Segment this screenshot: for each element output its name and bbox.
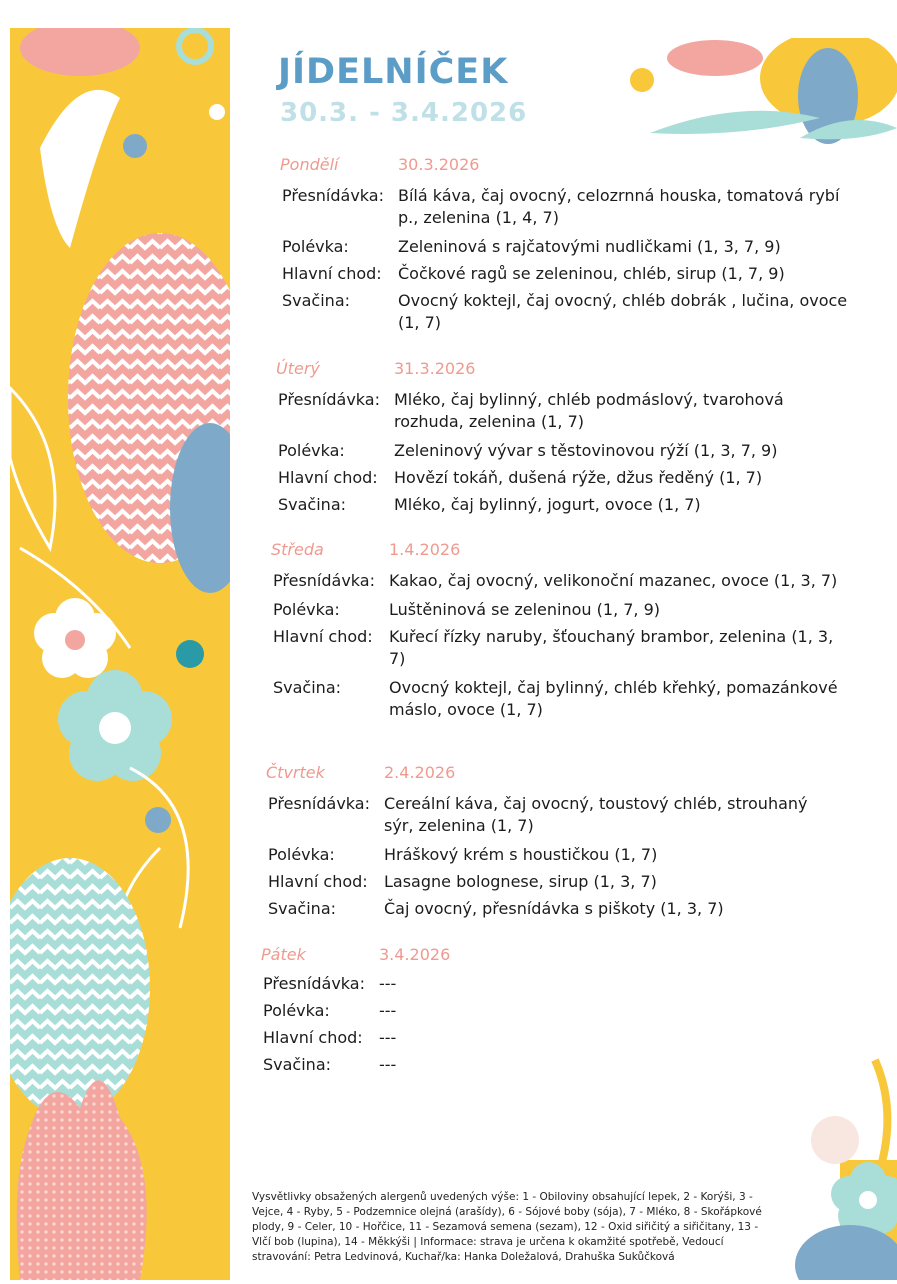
meal-text: Luštěninová se zeleninou (1, 7, 9) xyxy=(389,600,661,619)
meal-label: Přesnídávka: xyxy=(282,186,384,205)
meal-row xyxy=(276,494,866,516)
meal-text: Ovocný koktejl, čaj bylinný, chléb křehký, pomazánkové máslo, ovoce (1, 7) xyxy=(389,678,838,719)
day-section-friday xyxy=(261,945,851,1076)
meal-text: Zeleninový vývar s těstovinovou rýží (1, 3, 7, 9) xyxy=(394,441,778,460)
meal-text: --- xyxy=(379,1028,397,1047)
meal-label: Hlavní chod: xyxy=(268,872,368,891)
day-section-monday xyxy=(280,155,870,334)
meal-label: Přesnídávka: xyxy=(263,974,365,993)
meal-label: Hlavní chod: xyxy=(278,468,378,487)
day-section-tuesday xyxy=(276,359,866,516)
day-date: 1.4.2026 xyxy=(389,540,461,559)
easter-decoration-bottom-right xyxy=(780,1050,897,1280)
meal-label: Polévka: xyxy=(268,845,335,864)
meal-text: Zeleninová s rajčatovými nudličkami (1, 3, 7, 9) xyxy=(398,237,781,256)
meal-label: Svačina: xyxy=(282,291,351,310)
meal-row xyxy=(271,599,861,621)
meal-row xyxy=(276,389,866,433)
easter-decoration-strip xyxy=(10,28,230,1280)
meal-text: Lasagne bolognese, sirup (1, 3, 7) xyxy=(384,872,657,891)
meal-row xyxy=(280,236,870,258)
day-name: Pondělí xyxy=(280,155,339,174)
meal-row xyxy=(266,844,856,866)
day-date: 3.4.2026 xyxy=(379,945,451,964)
meal-text: Kakao, čaj ovocný, velikonoční mazanec, ovoce (1, 3, 7) xyxy=(389,571,838,590)
meal-label: Přesnídávka: xyxy=(278,390,380,409)
page-title: JÍDELNÍČEK xyxy=(278,52,509,92)
meal-label: Svačina: xyxy=(273,678,342,697)
meal-row xyxy=(261,973,851,995)
meal-text: --- xyxy=(379,1055,397,1074)
meal-text: Ovocný koktejl, čaj ovocný, chléb dobrák , lučina, ovoce (1, 7) xyxy=(398,291,848,332)
meal-text: Bílá káva, čaj ovocný, celozrnná houska, tomatová rybí p., zelenina (1, 4, 7) xyxy=(398,186,840,227)
meal-row xyxy=(266,793,856,837)
meal-label: Polévka: xyxy=(273,600,340,619)
meal-label: Svačina: xyxy=(268,899,337,918)
meal-row xyxy=(261,1027,851,1049)
meal-row xyxy=(261,1000,851,1022)
meal-row xyxy=(261,1054,851,1076)
easter-decoration-top-right xyxy=(620,38,897,148)
meal-row xyxy=(280,290,870,334)
meal-label: Hlavní chod: xyxy=(263,1028,363,1047)
meal-row xyxy=(271,626,861,670)
meal-row xyxy=(276,440,866,462)
meal-row xyxy=(266,898,856,920)
meal-text: --- xyxy=(379,974,397,993)
meal-row xyxy=(271,677,861,721)
meal-text: --- xyxy=(379,1001,397,1020)
meal-label: Přesnídávka: xyxy=(268,794,370,813)
day-name: Čtvrtek xyxy=(266,763,325,782)
day-section-wednesday xyxy=(271,540,861,721)
meal-text: Čočkové ragů se zeleninou, chléb, sirup (1, 7, 9) xyxy=(398,264,785,283)
meal-label: Svačina: xyxy=(278,495,347,514)
day-date: 31.3.2026 xyxy=(394,359,476,378)
meal-label: Hlavní chod: xyxy=(282,264,382,283)
day-name: Pátek xyxy=(261,945,306,964)
day-date: 30.3.2026 xyxy=(398,155,480,174)
meal-row xyxy=(271,570,861,592)
allergen-legend: Vysvětlivky obsažených alergenů uvedených výše: 1 - Obiloviny obsahující lepek, 2 - Korýši, 3 - Vejce, 4 - Ryby, 5 - Podzemnice olejná (arašídy), 6 - Sójové boby (sója), 7 - Mléko, 8 - Skořápkové plody, 9 - Celer, 10 - Hořčice, 11 - Sezamová semena (sezam), 12 - Oxid siřičitý a siřičitany, 13 - Vlčí bob (lupina), 14 - Měkkýši | Informace: strava je určena k okamžité spotřebě, Vedoucí stravování: Petra Ledvinová, Kuchař/ka: Hanka Doležalová, Drahuška Sukůčková xyxy=(252,1191,762,1263)
day-date: 2.4.2026 xyxy=(384,763,456,782)
meal-text: Hovězí tokáň, dušená rýže, džus ředěný (1, 7) xyxy=(394,468,763,487)
week-date-range: 30.3. - 3.4.2026 xyxy=(280,98,528,128)
meal-row xyxy=(280,263,870,285)
meal-text: Mléko, čaj bylinný, jogurt, ovoce (1, 7) xyxy=(394,495,701,514)
meal-row xyxy=(280,185,870,229)
day-name: Úterý xyxy=(276,359,320,378)
meal-label: Svačina: xyxy=(263,1055,332,1074)
meal-text: Cereální káva, čaj ovocný, toustový chléb, strouhaný sýr, zelenina (1, 7) xyxy=(384,794,808,835)
meal-label: Hlavní chod: xyxy=(273,627,373,646)
meal-label: Polévka: xyxy=(282,237,349,256)
day-name: Středa xyxy=(271,540,324,559)
meal-text: Čaj ovocný, přesnídávka s piškoty (1, 3, 7) xyxy=(384,899,724,918)
meal-label: Polévka: xyxy=(278,441,345,460)
meal-row xyxy=(266,871,856,893)
meal-text: Hráškový krém s houstičkou (1, 7) xyxy=(384,845,658,864)
meal-text: Mléko, čaj bylinný, chléb podmáslový, tvarohová rozhuda, zelenina (1, 7) xyxy=(394,390,784,431)
meal-label: Přesnídávka: xyxy=(273,571,375,590)
meal-label: Polévka: xyxy=(263,1001,330,1020)
day-section-thursday xyxy=(266,763,856,920)
meal-row xyxy=(276,467,866,489)
meal-text: Kuřecí řízky naruby, šťouchaný brambor, zelenina (1, 3, 7) xyxy=(389,627,834,668)
